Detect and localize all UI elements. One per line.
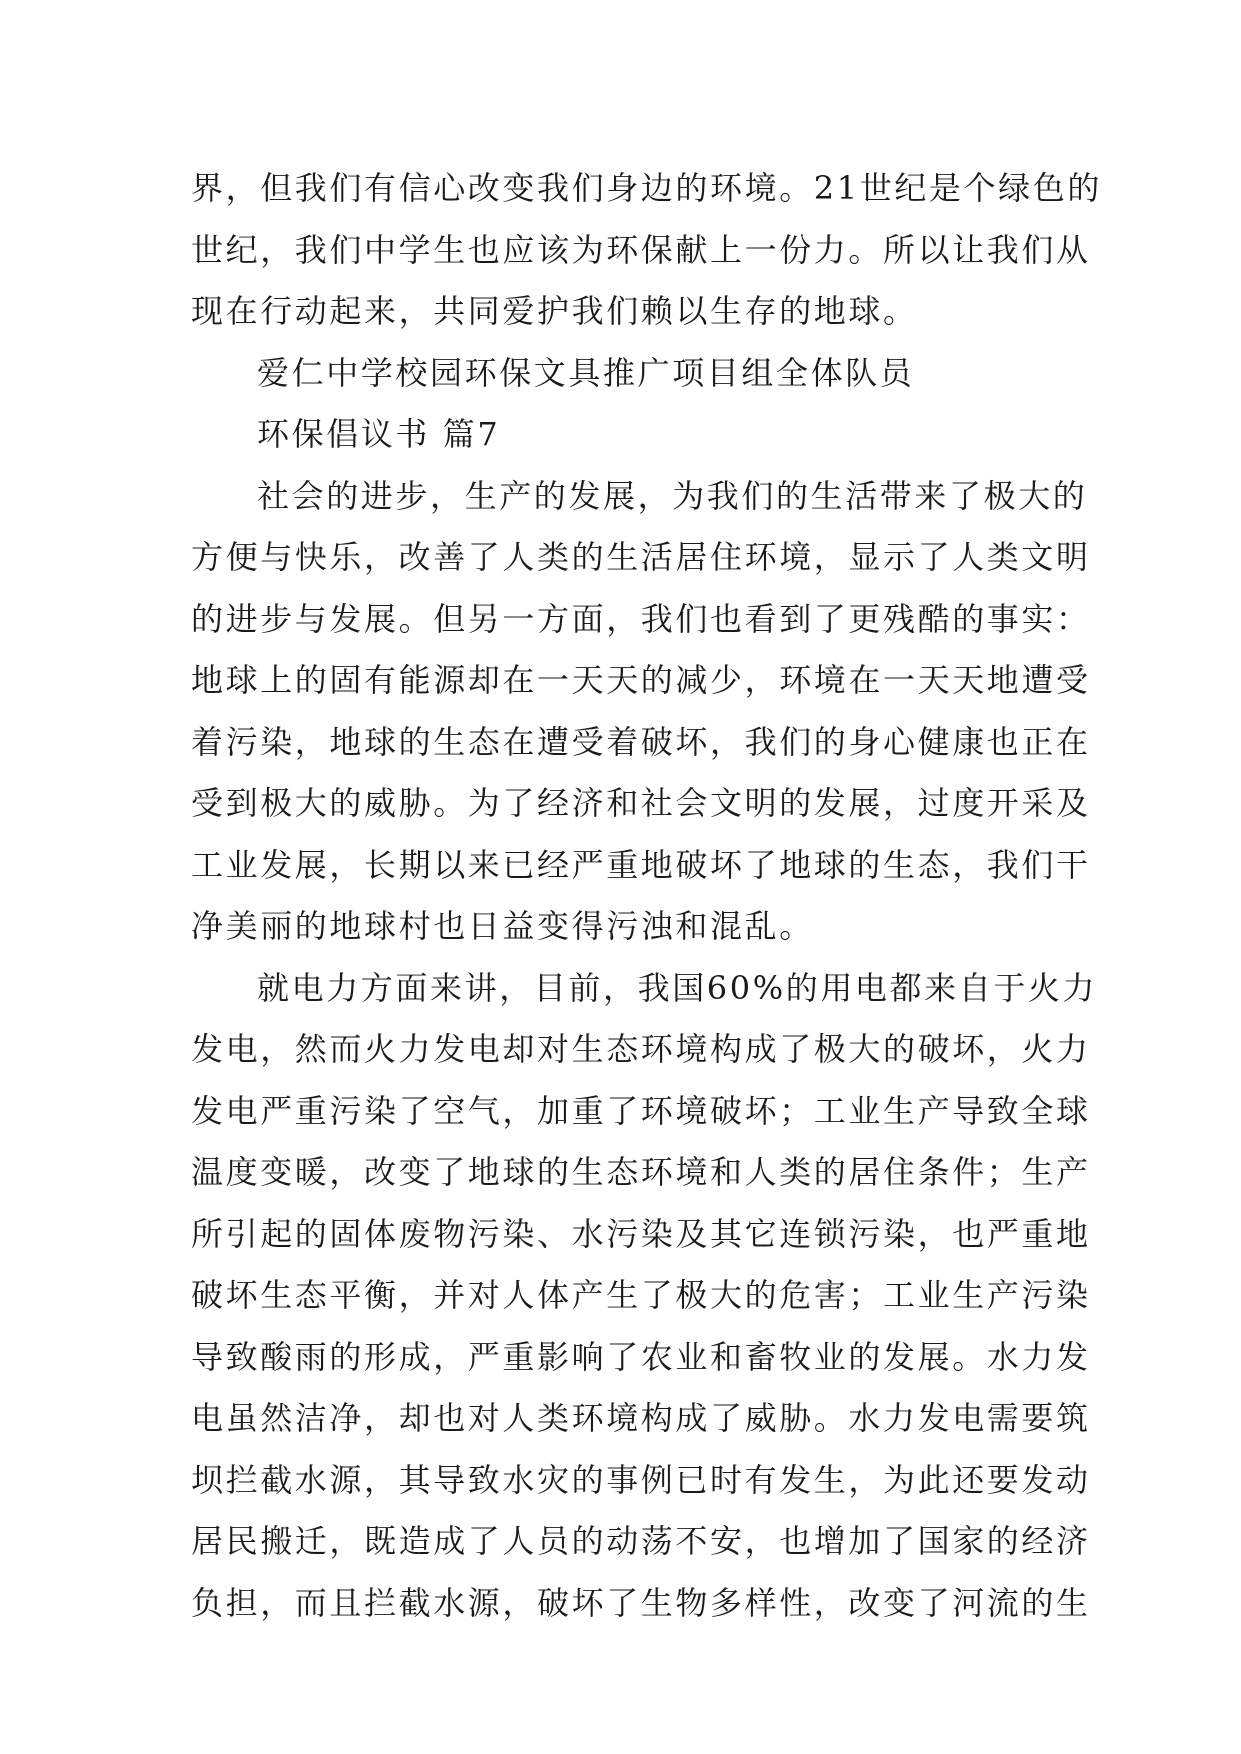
text-line: 净美丽的地球村也日益变得污浊和混乱。 bbox=[191, 907, 814, 945]
text-line: 负担，而且拦截水源，破坏了生物多样性，改变了河流的生 bbox=[191, 1583, 1091, 1622]
text-line: 电虽然洁净，却也对人类环境构成了威胁。水力发电需要筑 bbox=[191, 1399, 1091, 1437]
document-body bbox=[191, 158, 1102, 1634]
text-line: 方便与快乐，改善了人类的生活居住环境，显示了人类文明 bbox=[191, 538, 1091, 576]
text-line: 发电，然而火力发电却对生态环境构成了极大的破坏，火力 bbox=[191, 1030, 1091, 1068]
text-line: 就电力方面来讲，目前，我国60%的用电都来自于火力 bbox=[257, 968, 1098, 1007]
text-line: 着污染，地球的生态在遭受着破坏，我们的身心健康也正在 bbox=[191, 722, 1091, 761]
text-line: 所引起的固体废物污染、水污染及其它连锁污染，也严重地 bbox=[191, 1214, 1091, 1253]
text-line: 坝拦截水源，其导致水灾的事例已时有发生，为此还要发动 bbox=[191, 1460, 1091, 1499]
text-line: 社会的进步，生产的发展，为我们的生活带来了极大的 bbox=[257, 476, 1088, 515]
text-line: 导致酸雨的形成，严重影响了农业和畜牧业的发展。水力发 bbox=[191, 1337, 1091, 1376]
text-line: 地球上的固有能源却在一天天的减少，环境在一天天地遭受 bbox=[191, 661, 1091, 699]
section-heading: 环保倡议书 篇7 bbox=[257, 415, 501, 453]
text-line: 的进步与发展。但另一方面，我们也看到了更残酷的事实： bbox=[191, 599, 1091, 638]
text-line: 世纪，我们中学生也应该为环保献上一份力。所以让我们从 bbox=[191, 230, 1091, 269]
text-line: 发电严重污染了空气，加重了环境破坏；工业生产导致全球 bbox=[191, 1091, 1091, 1130]
text-line: 温度变暖，改变了地球的生态环境和人类的居住条件；生产 bbox=[191, 1153, 1091, 1191]
text-line: 工业发展，长期以来已经严重地破坏了地球的生态，我们干 bbox=[191, 845, 1091, 884]
text-line: 居民搬迁，既造成了人员的动荡不安，也增加了国家的经济 bbox=[191, 1522, 1091, 1560]
text-line: 界，但我们有信心改变我们身边的环境。21世纪是个绿色的 bbox=[191, 169, 1102, 207]
signature-line: 爱仁中学校园环保文具推广项目组全体队员 bbox=[257, 353, 915, 392]
text-line: 受到极大的威胁。为了经济和社会文明的发展，过度开采及 bbox=[191, 784, 1091, 822]
text-line: 现在行动起来，共同爱护我们赖以生存的地球。 bbox=[191, 292, 918, 330]
text-line: 破坏生态平衡，并对人体产生了极大的危害；工业生产污染 bbox=[191, 1276, 1091, 1314]
